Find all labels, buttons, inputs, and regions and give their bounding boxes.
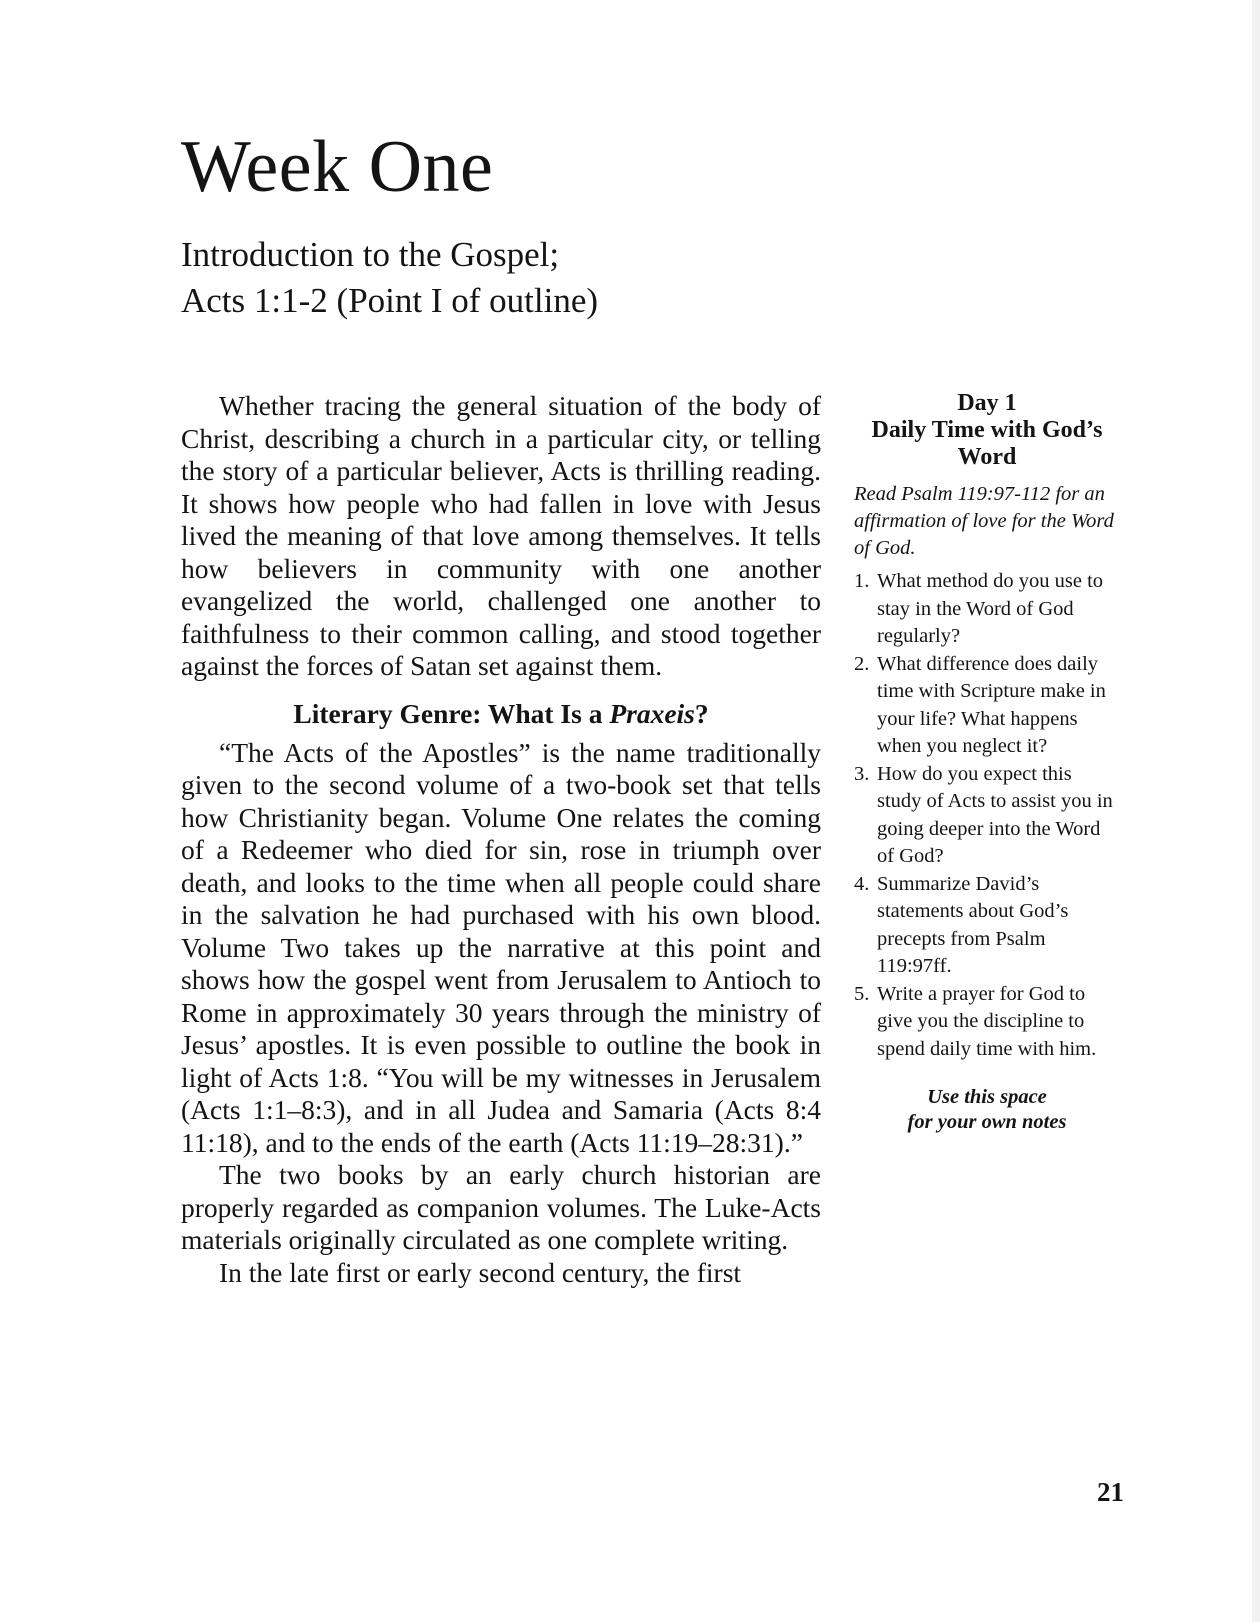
question-item bbox=[854, 871, 1120, 981]
notes-prompt bbox=[854, 1085, 1120, 1135]
day-label: Day 1 bbox=[957, 390, 1017, 416]
section-heading-suffix: ? bbox=[694, 697, 709, 729]
companion-volumes-paragraph: The two books by an early church historian are properly regarded as companion volumes. The Luke-Acts materials originally circulated as one complete writing. bbox=[181, 1159, 821, 1255]
question-item bbox=[854, 761, 1120, 871]
continuation-paragraph: In the late first or early second century, the first bbox=[219, 1256, 742, 1288]
question-list bbox=[854, 568, 1120, 1063]
section-heading-italic: Praxeis bbox=[609, 697, 695, 729]
page-subtitle bbox=[181, 232, 598, 324]
question-number: 5. bbox=[854, 982, 870, 1005]
question-item bbox=[854, 981, 1120, 1064]
day-title-line-2: Word bbox=[957, 444, 1017, 470]
question-item bbox=[854, 651, 1120, 761]
genre-paragraph: “The Acts of the Apostles” is the name traditionally given to the second volume of a two-book set that tells how Christianity began. Volume One relates the coming of a Redeemer who died for sin, rose in triumph over death, and looks to the time when all people could share in the salvation he had purchased with his own blood. Volume Two takes up the narrative at this point and shows how the gospel went from Jerusalem to Antioch to Rome in approximately 30 years through the ministry of Jesus’ apostles. It is even possible to outline the book in light of Acts 1:8. “You will be my witnesses in Jerusalem (Acts 1:1–8:3), and in all Judea and Samaria (Acts 8:4 11:18), and to the ends of the earth (Acts 11:19–28:31).” bbox=[181, 736, 821, 1158]
day-title-line-1: Daily Time with God’s bbox=[871, 417, 1103, 443]
page-title: Week One bbox=[181, 126, 494, 208]
question-number: 4. bbox=[854, 872, 870, 895]
question-number: 2. bbox=[854, 652, 870, 675]
notes-prompt-line-2: for your own notes bbox=[907, 1111, 1067, 1133]
question-text: How do you expect this study of Acts to assist you in going deeper into the Word of God? bbox=[877, 762, 1113, 867]
question-text: Summarize David’s statements about God’s precepts from Psalm 119:97ff. bbox=[877, 872, 1069, 977]
main-text-column bbox=[181, 390, 821, 1289]
question-text: What difference does daily time with Scripture make in your life? What happens when you neglect it? bbox=[877, 652, 1106, 757]
day-heading bbox=[854, 390, 1120, 471]
subtitle-line-2: Acts 1:1-2 (Point I of outline) bbox=[181, 281, 599, 320]
question-text: Write a prayer for God to give you the discipline to spend daily time with him. bbox=[877, 982, 1097, 1060]
section-heading bbox=[181, 695, 821, 733]
page-number: 21 bbox=[1097, 1477, 1124, 1507]
section-heading-prefix: Literary Genre: What Is a bbox=[293, 697, 610, 729]
question-text: What method do you use to stay in the Word of God regularly? bbox=[877, 570, 1104, 647]
reading-assignment: Read Psalm 119:97-112 for an affirmation of love for the Word of God. bbox=[854, 483, 1114, 559]
question-item bbox=[854, 568, 1120, 651]
subtitle-line-1: Introduction to the Gospel; bbox=[181, 235, 560, 274]
question-number: 3. bbox=[854, 762, 870, 785]
notes-prompt-line-1: Use this space bbox=[927, 1086, 1047, 1108]
intro-paragraph: Whether tracing the general situation of the body of Christ, describing a church in a particular city, or telling the story of a particular believer, Acts is thrilling reading. It shows how people who had fallen in love with Jesus lived the meaning of that love among themselves. It tells how believers in community with one another evangelized the world, challenged one another to faithfulness to their common calling, and stood together against the forces of Satan set against them. bbox=[181, 390, 821, 681]
question-number: 1. bbox=[854, 570, 870, 592]
sidebar-daily-study bbox=[854, 390, 1120, 1135]
page-edge-shadow bbox=[1252, 0, 1260, 1622]
